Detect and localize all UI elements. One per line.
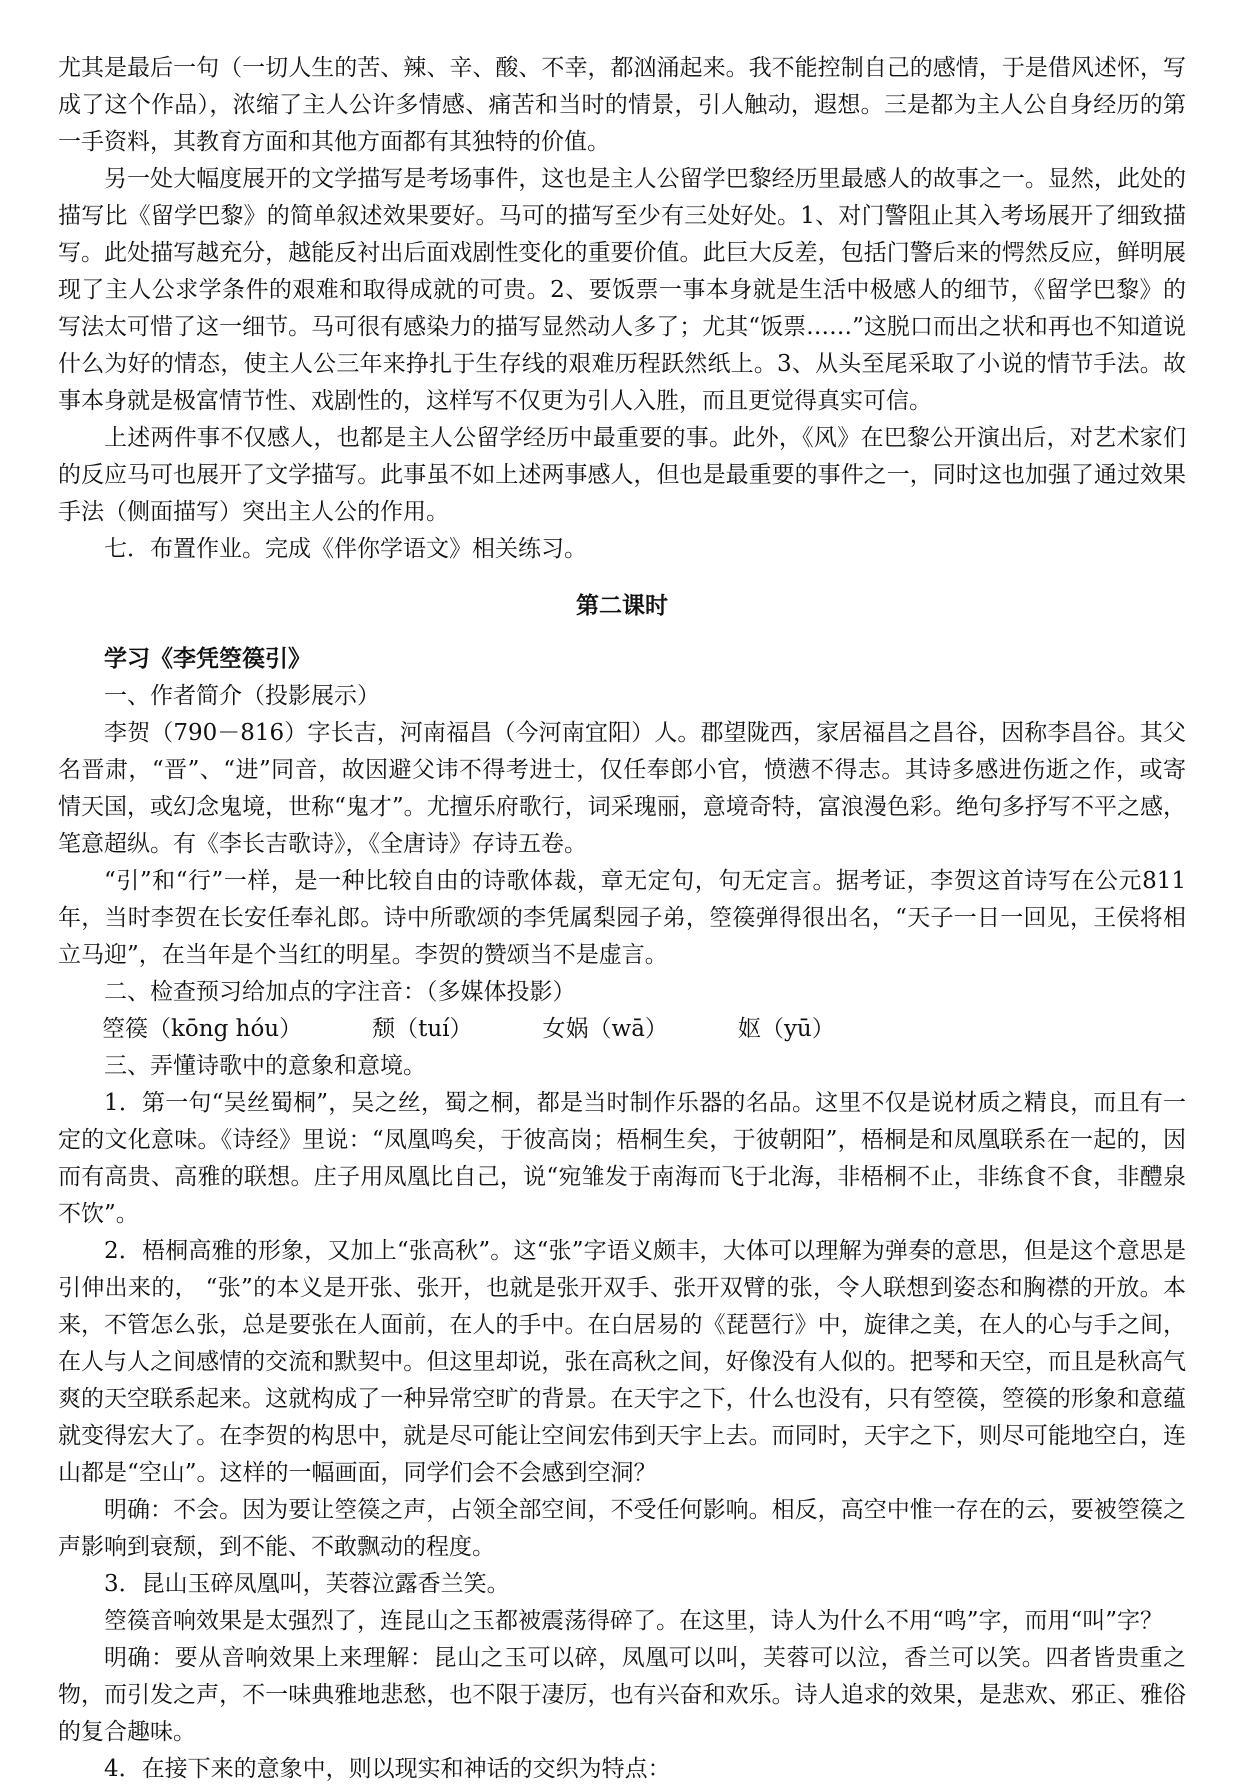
paragraph-point-4: 4．在接下来的意象中，则以现实和神话的交织为特点： [104, 1756, 671, 1782]
paragraph-point-2: 2．梧桐高雅的形象，又加上“张高秋”。这“张”字语义颇丰，大体可以理解为弹奏的意思，但是这个意思是引伸出来的， “张”的本义是开张、张开，也就是张开双手、张开双臂的张，令人联想到姿态和胸襟的开放。本来，不管怎么张，总是要张在人面前，在人的手中。在白居易的《琵琶行》中，旋律之美，在人的心与手之间，在人与人之间感情的交流和默契中。但这里却说，张在高秋之间，好像没有人似的。把琴和天空，而且是秋高气爽的天空联系起来。这就构成了一种异常空旷的背景。在天宇之下，什么也没有，只有箜篌，箜篌的形象和意蕴就变得宏大了。在李贺的构思中，就是尽可能让空间宏伟到天宇上去。而同时，天宇之下，则尽可能地空白，连山都是“空山”。这样的一幅画面，同学们会不会感到空洞？ [58, 1238, 1186, 1486]
paragraph-point-1: 1．第一句“吴丝蜀桐”，吴之丝，蜀之桐，都是当时制作乐器的名品。这里不仅是说材质之精良，而且有一定的文化意味。《诗经》里说：“凤凰鸣矣，于彼高岗；梧桐生矣，于彼朝阳”，梧桐是和凤凰联系在一起的，因而有高贵、高雅的联想。庄子用凤凰比自己，说“宛雏发于南海而飞于北海，非梧桐不止，非练食不食，非醴泉不饮”。 [58, 1090, 1186, 1227]
document-page [58, 50, 1186, 1788]
pinyin-item: 妪（yū） [737, 1016, 835, 1042]
pinyin-item: 箜篌（kōng hóu） [102, 1016, 303, 1042]
pinyin-list [58, 1011, 1186, 1048]
pinyin-item: 颓（tuí） [372, 1016, 473, 1042]
paragraph-point-3: 3．昆山玉碎凤凰叫，芙蓉泣露香兰笑。 [104, 1571, 510, 1597]
section-title: 第二课时 [576, 593, 668, 619]
paragraph-answer-1: 明确：不会。因为要让箜篌之声，占领全部空间，不受任何影响。相反，高空中惟一存在的云，要被箜篌之声影响到衰颓，到不能、不敢飘动的程度。 [58, 1497, 1186, 1560]
pinyin-item: 女娲（wā） [542, 1016, 668, 1042]
paragraph-answer-2: 明确：要从音响效果上来理解：昆山之玉可以碎，凤凰可以叫，芙蓉可以泣，香兰可以笑。四者皆贵重之物，而引发之声，不一味典雅地悲愁，也不限于凄厉，也有兴奋和欢乐。诗人追求的效果，是悲欢、邪正、雅俗的复合趣味。 [58, 1645, 1186, 1745]
paragraph-summary: 上述两件事不仅感人，也都是主人公留学经历中最重要的事。此外，《风》在巴黎公开演出后，对艺术家们的反应马可也展开了文学描写。此事虽不如上述两事感人，但也是最重要的事件之一，同时这也加强了通过效果手法（侧面描写）突出主人公的作用。 [58, 425, 1186, 525]
paragraph-homework: 七．布置作业。完成《伴你学语文》相关练习。 [104, 536, 587, 562]
paragraph-author-bio: 李贺（790－816）字长吉，河南福昌（今河南宜阳）人。郡望陇西，家居福昌之昌谷，因称李昌谷。其父名晋肃，“晋”、“进”同音，故因避父讳不得考进士，仅任奉郎小官，愤懑不得志。其诗多感进伤逝之作，或寄情天国，或幻念鬼境，世称“鬼才”。尤擅乐府歌行，词采瑰丽，意境奇特，富浪漫色彩。绝句多抒写不平之感，笔意超纵。有《李长吉歌诗》，《全唐诗》存诗五卷。 [58, 720, 1186, 857]
paragraph-question: 箜篌音响效果是太强烈了，连昆山之玉都被震荡得碎了。在这里，诗人为什么不用“鸣”字，而用“叫”字？ [104, 1608, 1164, 1634]
paragraph-exam-scene: 另一处大幅度展开的文学描写是考场事件，这也是主人公留学巴黎经历里最感人的故事之一。显然，此处的描写比《留学巴黎》的简单叙述效果要好。马可的描写至少有三处好处。1、对门警阻止其入考场展开了细致描写。此处描写越充分，越能反衬出后面戏剧性变化的重要价值。此巨大反差，包括门警后来的愕然反应，鲜明展现了主人公求学条件的艰难和取得成就的可贵。2、要饭票一事本身就是生活中极感人的细节，《留学巴黎》的写法太可惜了这一细节。马可很有感染力的描写显然动人多了；尤其“饭票……”这脱口而出之状和再也不知道说什么为好的情态，使主人公三年来挣扎于生存线的艰难历程跃然纸上。3、从头至尾采取了小说的情节手法。故事本身就是极富情节性、戏剧性的，这样写不仅更为引人入胜，而且更觉得真实可信。 [58, 166, 1186, 414]
paragraph-pronunciation-heading: 二、检查预习给加点的字注音：（多媒体投影） [104, 979, 576, 1005]
paragraph-imagery-heading: 三、弄懂诗歌中的意象和意境。 [104, 1053, 426, 1079]
paragraph-continuation: 尤其是最后一句（一切人生的苦、辣、辛、酸、不幸，都汹涌起来。我不能控制自己的感情，于是借风述怀，写成了这个作品），浓缩了主人公许多情感、痛苦和当时的情景，引人触动，遐想。三是都为主人公自身经历的第一手资料，其教育方面和其他方面都有其独特的价值。 [58, 55, 1186, 155]
paragraph-genre: “引”和“行”一样，是一种比较自由的诗歌体裁，章无定句，句无定言。据考证，李贺这首诗写在公元811年，当时李贺在长安任奉礼郎。诗中所歌颂的李凭属梨园子弟，箜篌弹得很出名，“天子一日一回见，王侯将相立马迎”，在当年是个当红的明星。李贺的赞颂当不是虚言。 [58, 868, 1186, 968]
paragraph-author-heading: 一、作者简介（投影展示） [104, 683, 380, 709]
lesson-subtitle: 学习《李凭箜篌引》 [104, 646, 311, 672]
